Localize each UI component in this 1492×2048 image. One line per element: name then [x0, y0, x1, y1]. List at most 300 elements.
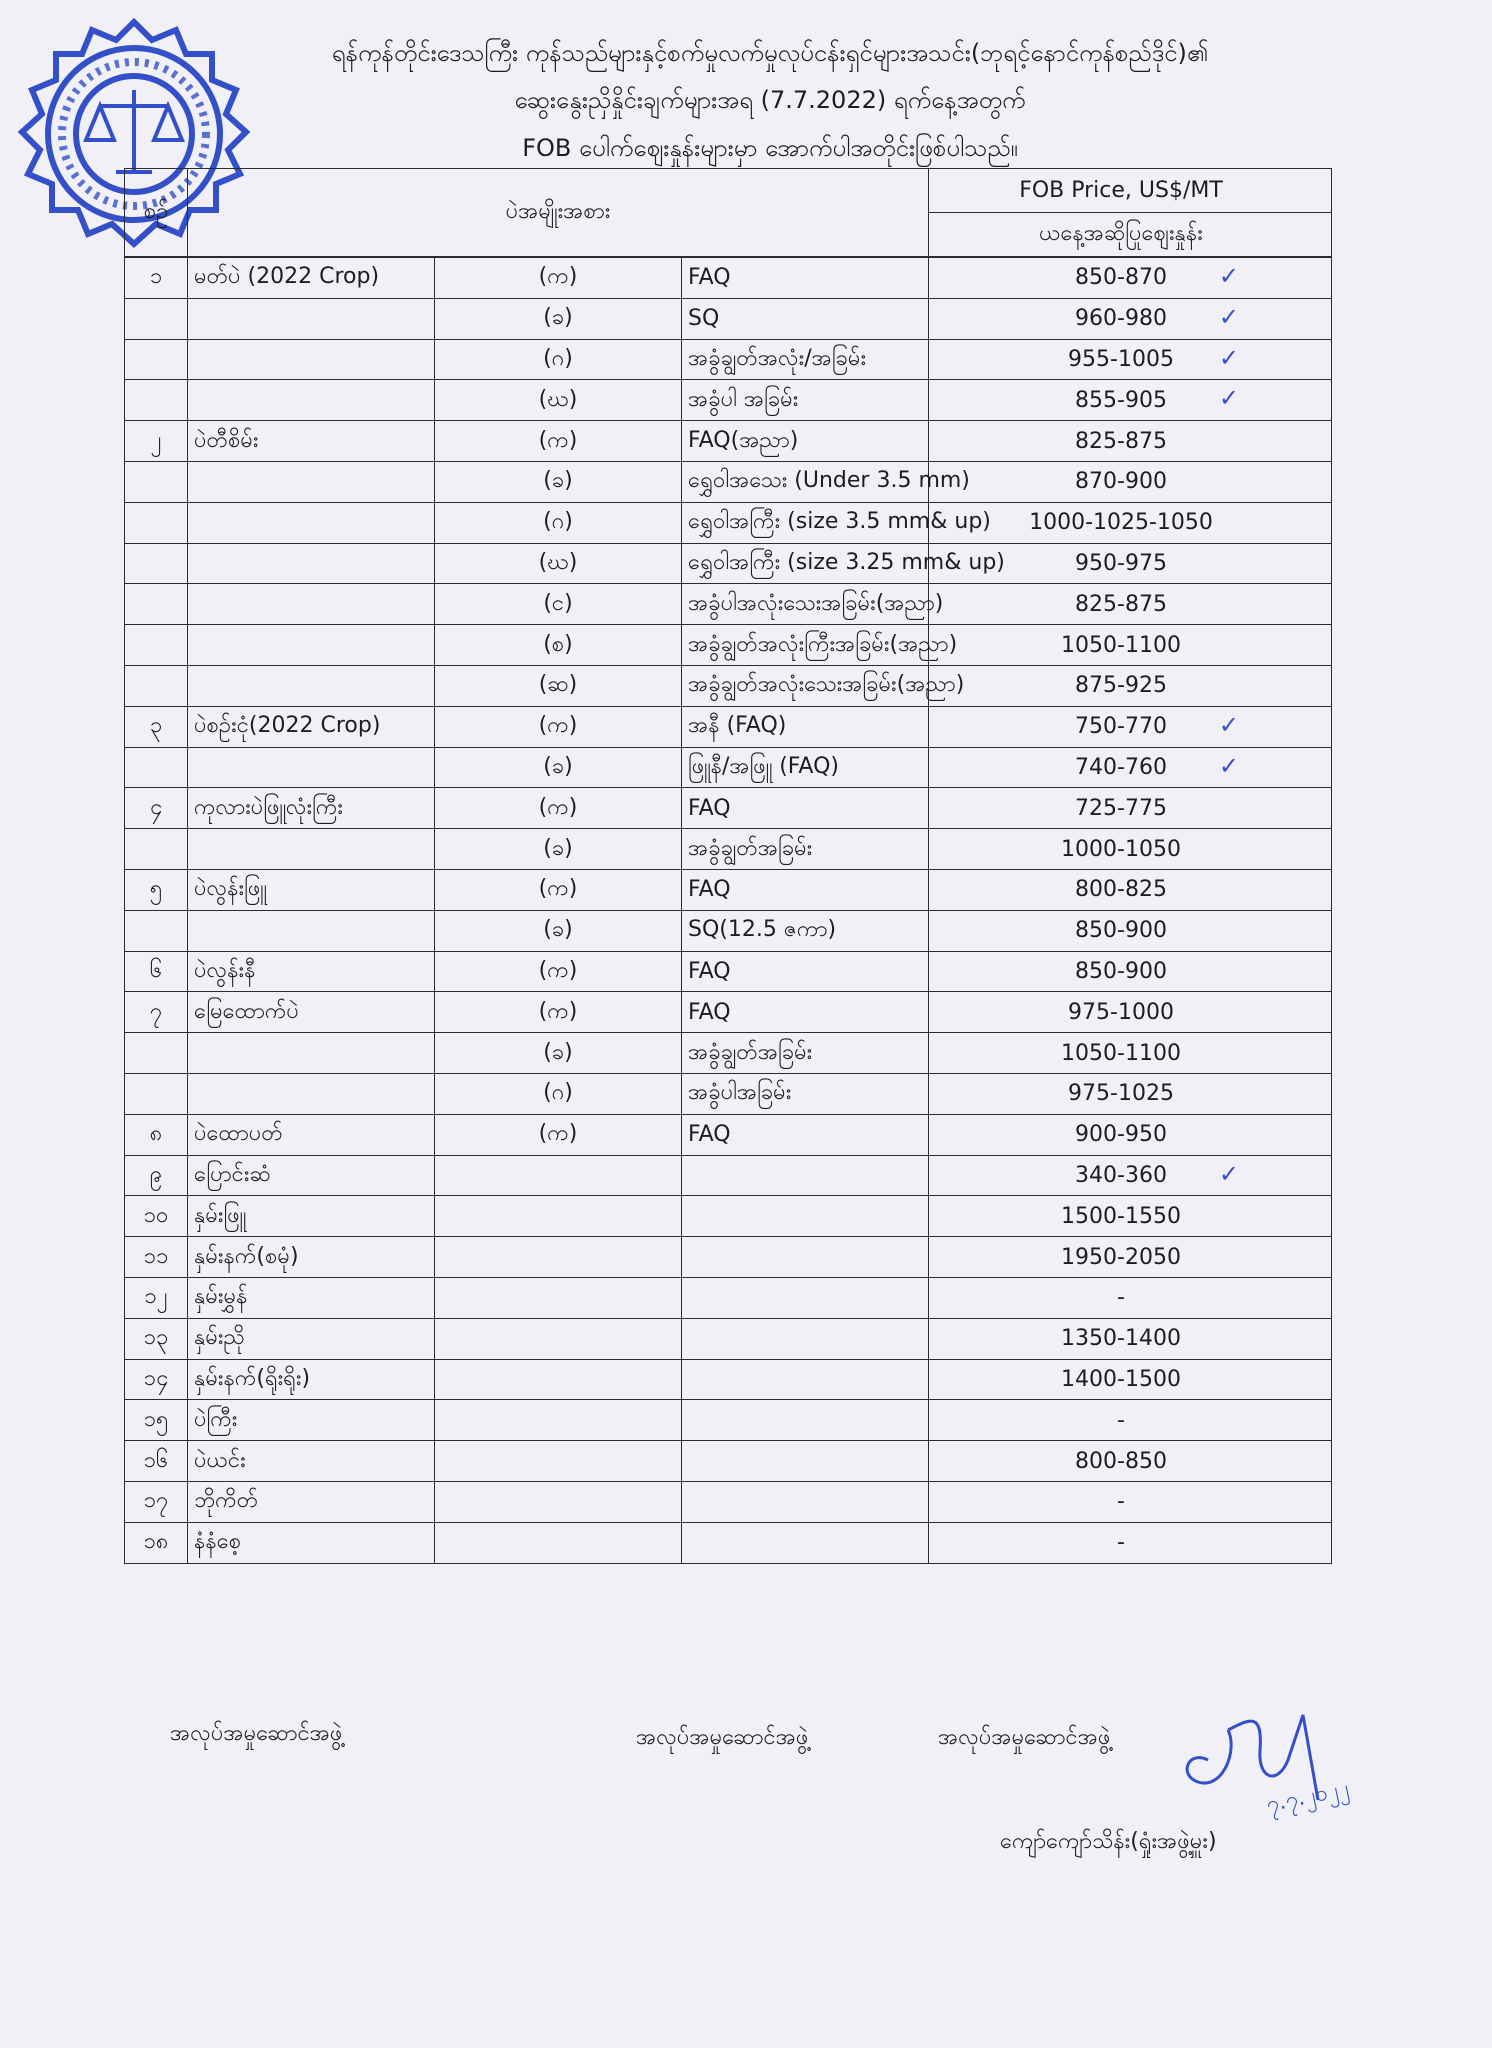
item-name-text: ပဲထောပတ်	[194, 1121, 283, 1147]
table-row	[125, 584, 1332, 625]
item-name-text: ပဲလွန်းနီ	[194, 957, 256, 983]
grade	[682, 1155, 929, 1196]
grade	[682, 298, 929, 339]
sub-index-text: (ဆ)	[538, 672, 578, 698]
item-name	[188, 829, 435, 870]
row-number-text: ၁၂	[144, 1284, 168, 1310]
row-number	[125, 1522, 188, 1563]
price-text: 825-875	[1075, 428, 1167, 454]
price	[929, 1359, 1332, 1400]
table-row	[125, 992, 1332, 1033]
grade	[682, 869, 929, 910]
grade	[682, 584, 944, 625]
price-text: -	[1117, 1530, 1125, 1556]
grade	[682, 1359, 929, 1400]
price	[929, 1441, 1332, 1482]
sub-index-text: (ဂ)	[543, 509, 573, 535]
price	[929, 543, 1332, 584]
checkmark-icon: ✓	[1218, 343, 1239, 372]
price	[929, 421, 1332, 462]
row-number	[125, 1359, 188, 1400]
grade-text: ရွှေဝါအကြီး (size 3.25 mm& up)	[688, 549, 1005, 575]
grade-text: ရွှေဝါအကြီး (size 3.5 mm& up)	[688, 509, 991, 535]
price-text: 1350-1400	[1061, 1326, 1181, 1352]
item-name	[188, 1196, 435, 1237]
table-row	[125, 1481, 1332, 1522]
item-name	[188, 461, 435, 502]
table-row	[125, 665, 1332, 706]
row-number-text: ၅	[149, 876, 163, 902]
row-number-text: ၄	[149, 794, 163, 820]
grade	[682, 1400, 929, 1441]
item-name	[188, 869, 435, 910]
grade	[682, 380, 929, 421]
price-text: 855-905	[1075, 387, 1167, 413]
column-header-price: FOB Price, US$/MT	[929, 169, 1332, 213]
sub-index-text: (ဃ)	[538, 549, 578, 575]
sub-index-text: (က)	[538, 713, 578, 739]
grade	[682, 1277, 929, 1318]
grade	[682, 625, 958, 666]
item-name	[188, 951, 435, 992]
item-name	[188, 298, 435, 339]
row-number	[125, 1441, 188, 1482]
grade	[682, 1033, 929, 1074]
item-name-text: ပဲယင်း	[194, 1447, 246, 1473]
table-row	[125, 298, 1332, 339]
price	[929, 788, 1332, 829]
table-row	[125, 543, 1332, 584]
row-number	[125, 788, 188, 829]
grade-text: FAQ	[688, 795, 731, 821]
header-line-2: ဆွေးနွေးညှိနှိုင်းချက်များအရ (7.7.2022) ရက်နေ့အတွက်	[514, 86, 1026, 114]
table-row	[125, 1237, 1332, 1278]
item-name-text: ကုလားပဲဖြူလုံးကြီး	[194, 794, 343, 820]
table-row	[125, 1196, 1332, 1237]
grade	[682, 992, 929, 1033]
sub-index-text: (က)	[538, 1121, 578, 1147]
grade	[682, 829, 929, 870]
row-number-text: ၁၁	[143, 1243, 169, 1269]
price	[929, 1114, 1332, 1155]
sub-index	[435, 788, 682, 829]
price	[929, 339, 1332, 380]
column-header-no: စဉ်	[125, 169, 188, 257]
item-name-text: နှမ်းညို	[194, 1325, 245, 1351]
sub-index-text: (ခ)	[543, 835, 573, 861]
grade-text: အခွံချွတ်အလုံး/အခြမ်း	[688, 345, 867, 371]
row-number	[125, 829, 188, 870]
item-name-text: ဘိုကိတ်	[194, 1488, 259, 1514]
grade	[682, 1318, 929, 1359]
signature-label-1: အလုပ်အမှုဆောင်အဖွဲ့	[170, 1721, 343, 1746]
row-number-text: ၃	[149, 713, 163, 739]
item-name	[188, 1277, 435, 1318]
item-name	[188, 1155, 435, 1196]
price	[929, 1277, 1332, 1318]
row-number	[125, 869, 188, 910]
item-name	[188, 706, 435, 747]
sub-index	[435, 1114, 682, 1155]
price-text: 740-760	[1075, 754, 1167, 780]
price	[929, 298, 1332, 339]
grade	[682, 339, 929, 380]
price	[929, 747, 1332, 788]
price	[929, 625, 1332, 666]
table-row	[125, 339, 1332, 380]
table-row	[125, 1318, 1332, 1359]
price-text: 850-900	[1075, 918, 1167, 944]
price-text: 825-875	[1075, 591, 1167, 617]
item-name	[188, 1237, 435, 1278]
row-number	[125, 1155, 188, 1196]
price-text: 750-770	[1075, 714, 1167, 740]
row-number-text: ၈	[149, 1121, 163, 1147]
row-number	[125, 1318, 188, 1359]
grade	[682, 502, 991, 543]
sub-index	[435, 339, 682, 380]
price-text: -	[1117, 1285, 1125, 1311]
table-row	[125, 910, 1332, 951]
row-number-text: ၉	[149, 1161, 163, 1187]
signature-label-2: အလုပ်အမှုဆောင်အဖွဲ့	[636, 1725, 809, 1750]
handwritten-signature	[1168, 1690, 1368, 1820]
row-number	[125, 339, 188, 380]
column-header-item: ပဲအမျိုးအစား	[188, 169, 929, 257]
sub-index	[435, 1073, 682, 1114]
row-number	[125, 543, 188, 584]
item-name	[188, 502, 435, 543]
price-text: -	[1117, 1489, 1125, 1515]
grade	[682, 543, 1005, 584]
item-name	[188, 1481, 435, 1522]
price	[929, 1073, 1332, 1114]
sub-index	[435, 298, 682, 339]
row-number-text: ၁၈	[143, 1529, 169, 1555]
row-number-text: ၁	[149, 264, 163, 290]
price	[929, 951, 1332, 992]
item-name-text: ပြောင်းဆံ	[194, 1161, 271, 1187]
price-text: 850-870	[1075, 265, 1167, 291]
row-number	[125, 380, 188, 421]
sub-index	[435, 992, 682, 1033]
sub-index-text: (က)	[538, 998, 578, 1024]
grade	[682, 258, 929, 299]
row-number	[125, 461, 188, 502]
table-row	[125, 1073, 1332, 1114]
price-text: 1500-1550	[1061, 1203, 1181, 1229]
row-number	[125, 1400, 188, 1441]
price-text: 870-900	[1075, 469, 1167, 495]
price-text: 1400-1500	[1061, 1366, 1181, 1392]
sub-index-text: (ဂ)	[543, 1080, 573, 1106]
signer-name: ကျော်ကျော်သိန်း(ရှုံးအဖွဲ့မှူး)	[1000, 1829, 1217, 1854]
item-name	[188, 1318, 435, 1359]
table-row	[125, 421, 1332, 462]
price	[929, 1196, 1332, 1237]
table-row	[125, 461, 1332, 502]
item-name	[188, 1522, 435, 1563]
sub-index	[435, 584, 682, 625]
price-text: 1000-1025-1050	[1029, 510, 1213, 536]
item-name	[188, 788, 435, 829]
price-text: 1000-1050	[1061, 836, 1181, 862]
table-row	[125, 625, 1332, 666]
item-name-text: ပဲလွန်းဖြူ	[194, 876, 267, 902]
row-number-text: ၁၃	[143, 1325, 169, 1351]
price	[929, 502, 1332, 543]
item-name	[188, 910, 435, 951]
price-text: 950-975	[1075, 550, 1167, 576]
sub-index-text: (ဃ)	[538, 386, 578, 412]
checkmark-icon: ✓	[1218, 384, 1239, 413]
item-name	[188, 1441, 435, 1482]
price	[929, 380, 1332, 421]
grade-text: SQ(12.5 ဇကာ)	[688, 917, 837, 943]
price-table	[124, 168, 1332, 1564]
table-row	[125, 1114, 1332, 1155]
price	[929, 992, 1332, 1033]
item-name-text: နံနံစေ့	[194, 1529, 242, 1555]
item-name	[188, 1033, 435, 1074]
grade-text: FAQ	[688, 999, 731, 1025]
item-name	[188, 421, 435, 462]
grade	[682, 421, 929, 462]
item-name	[188, 380, 435, 421]
grade-text: FAQ	[688, 958, 731, 984]
header-line-1: ရန်ကုန်တိုင်းဒေသကြီး ကုန်သည်များနှင့်စက်မှုလက်မှုလုပ်ငန်းရှင်များအသင်း(ဘုရင့်နောင်ကုန်စည်ဒိုင်)၏	[331, 39, 1209, 67]
price	[929, 910, 1332, 951]
table-row	[125, 1033, 1332, 1074]
item-name	[188, 992, 435, 1033]
row-number	[125, 951, 188, 992]
sub-index	[435, 1237, 682, 1278]
row-number-text: ၁၅	[143, 1406, 169, 1432]
sub-index	[435, 829, 682, 870]
price-text: 800-850	[1075, 1448, 1167, 1474]
price	[929, 1481, 1332, 1522]
sub-index	[435, 951, 682, 992]
row-number	[125, 584, 188, 625]
row-number-text: ၁၄	[143, 1365, 169, 1391]
row-number	[125, 421, 188, 462]
item-name	[188, 1400, 435, 1441]
table-row	[125, 1400, 1332, 1441]
row-number	[125, 1196, 188, 1237]
sub-index	[435, 910, 682, 951]
grade-text: အခွံချွတ်အခြမ်း	[688, 835, 813, 861]
sub-index	[435, 1441, 682, 1482]
row-number	[125, 502, 188, 543]
grade	[682, 788, 929, 829]
sub-index-text: (ခ)	[543, 753, 573, 779]
table-row	[125, 1441, 1332, 1482]
grade	[682, 1196, 929, 1237]
sub-index	[435, 421, 682, 462]
row-number-text: ၁၆	[143, 1447, 169, 1473]
price-text: 1950-2050	[1061, 1244, 1181, 1270]
item-name-text: ပဲစဉ်းငုံ(2022 Crop)	[194, 713, 381, 739]
item-name	[188, 1073, 435, 1114]
item-name	[188, 258, 435, 299]
row-number	[125, 298, 188, 339]
sub-index-text: (က)	[538, 264, 578, 290]
price	[929, 461, 1332, 502]
header-line-3: FOB ပေါက်ဈေးနှုန်းများမှာ အောက်ပါအတိုင်းဖြစ်ပါသည်။	[522, 134, 1018, 162]
grade	[682, 1441, 929, 1482]
item-name	[188, 625, 435, 666]
table-row	[125, 788, 1332, 829]
item-name	[188, 339, 435, 380]
row-number	[125, 1481, 188, 1522]
price-text: -	[1117, 1407, 1125, 1433]
price	[929, 1400, 1332, 1441]
item-name-text: နှမ်းဖြူ	[194, 1202, 247, 1228]
price-text: 850-900	[1075, 958, 1167, 984]
grade	[682, 1522, 929, 1563]
row-number	[125, 665, 188, 706]
grade-text: FAQ(အညာ)	[688, 427, 799, 453]
price-text: 975-1025	[1068, 1081, 1174, 1107]
sub-index	[435, 1196, 682, 1237]
sub-index-text: (ခ)	[543, 917, 573, 943]
grade-text: FAQ	[688, 877, 731, 903]
table-row	[125, 747, 1332, 788]
column-header-price-sub: ယနေ့အဆိုပြုဈေးနှုန်း	[929, 213, 1332, 257]
price	[929, 258, 1332, 299]
table-row	[125, 380, 1332, 421]
price-text: 900-950	[1075, 1122, 1167, 1148]
grade-text: ဖြူနီ/အဖြူ (FAQ)	[688, 753, 839, 779]
table-row	[125, 951, 1332, 992]
grade-text: အခွံပါ အခြမ်း	[688, 386, 799, 412]
price-text: 955-1005	[1068, 346, 1174, 372]
sub-index	[435, 747, 682, 788]
price-text: 875-925	[1075, 673, 1167, 699]
row-number-text: ၇	[149, 998, 163, 1024]
item-name-text: ပဲတီစိမ်း	[194, 427, 259, 453]
grade-text: အခွံချွတ်အလုံးကြီးအခြမ်း(အညာ)	[688, 631, 958, 657]
table-row	[125, 869, 1332, 910]
price	[929, 706, 1332, 747]
sub-index	[435, 1522, 682, 1563]
sub-index	[435, 869, 682, 910]
grade	[682, 665, 965, 706]
price-text: 1050-1100	[1061, 632, 1181, 658]
row-number	[125, 910, 188, 951]
price	[929, 584, 1332, 625]
table-row	[125, 1522, 1332, 1563]
row-number	[125, 992, 188, 1033]
row-number-text: ၁၀	[143, 1202, 169, 1228]
table-row	[125, 706, 1332, 747]
grade-text: အခွံချွတ်အခြမ်း	[688, 1039, 813, 1065]
price-text: 800-825	[1075, 877, 1167, 903]
sub-index	[435, 665, 682, 706]
sub-index-text: (ခ)	[543, 468, 573, 494]
grade-text: SQ	[688, 306, 720, 332]
table-row	[125, 258, 1332, 299]
sub-index-text: (စ)	[543, 631, 573, 657]
sub-index	[435, 1318, 682, 1359]
sub-index-text: (က)	[538, 794, 578, 820]
row-number	[125, 1237, 188, 1278]
sub-index-text: (ခ)	[543, 305, 573, 331]
row-number	[125, 625, 188, 666]
item-name-text: နှမ်းနက်(စမုံ)	[194, 1243, 299, 1269]
price-text: 725-775	[1075, 795, 1167, 821]
sub-index	[435, 461, 682, 502]
price	[929, 1522, 1332, 1563]
grade	[682, 951, 929, 992]
row-number	[125, 1073, 188, 1114]
grade	[682, 706, 929, 747]
sub-index	[435, 625, 682, 666]
sub-index	[435, 1277, 682, 1318]
grade-text: FAQ	[688, 265, 731, 291]
svg-text:၇.၇.၂၀၂၂: ၇.၇.၂၀၂၂	[1264, 1776, 1351, 1818]
price-table-body	[125, 258, 1332, 1564]
sub-index	[435, 1359, 682, 1400]
grade	[682, 461, 970, 502]
item-name	[188, 1114, 435, 1155]
grade	[682, 910, 929, 951]
row-number	[125, 258, 188, 299]
grade-text: အခွံချွတ်အလုံးသေးအခြမ်း(အညာ)	[688, 672, 965, 698]
sub-index	[435, 1033, 682, 1074]
item-name-text: မြေထောက်ပဲ	[194, 998, 299, 1024]
price	[929, 1237, 1332, 1278]
sub-index-text: (ဂ)	[543, 345, 573, 371]
row-number	[125, 706, 188, 747]
sub-index	[435, 1481, 682, 1522]
price-text: 975-1000	[1068, 999, 1174, 1025]
checkmark-icon: ✓	[1218, 751, 1239, 780]
item-name-text: ပဲကြီး	[194, 1406, 238, 1432]
sub-index	[435, 502, 682, 543]
grade-text: အခွံပါအလုံးသေးအခြမ်း(အညာ)	[688, 590, 944, 616]
item-name	[188, 747, 435, 788]
sub-index	[435, 543, 682, 584]
grade	[682, 1114, 929, 1155]
table-row	[125, 829, 1332, 870]
price	[929, 665, 1332, 706]
price	[929, 1155, 1332, 1196]
grade	[682, 747, 929, 788]
item-name-text: နှမ်းမွှန်	[194, 1284, 248, 1310]
checkmark-icon: ✓	[1218, 302, 1239, 331]
item-name-text: မတ်ပဲ (2022 Crop)	[194, 264, 380, 290]
price	[929, 869, 1332, 910]
item-name	[188, 543, 435, 584]
table-row	[125, 1359, 1332, 1400]
sub-index-text: (ခ)	[543, 1039, 573, 1065]
row-number	[125, 1277, 188, 1318]
price	[929, 829, 1332, 870]
item-name	[188, 1359, 435, 1400]
price	[929, 1318, 1332, 1359]
price-text: 960-980	[1075, 306, 1167, 332]
checkmark-icon: ✓	[1218, 710, 1239, 739]
sub-index-text: (က)	[538, 876, 578, 902]
grade-text: အနီ (FAQ)	[688, 713, 787, 739]
sub-index-text: (က)	[538, 957, 578, 983]
row-number-text: ၆	[149, 957, 163, 983]
checkmark-icon: ✓	[1218, 1159, 1239, 1188]
table-row	[125, 502, 1332, 543]
item-name	[188, 665, 435, 706]
grade	[682, 1237, 929, 1278]
